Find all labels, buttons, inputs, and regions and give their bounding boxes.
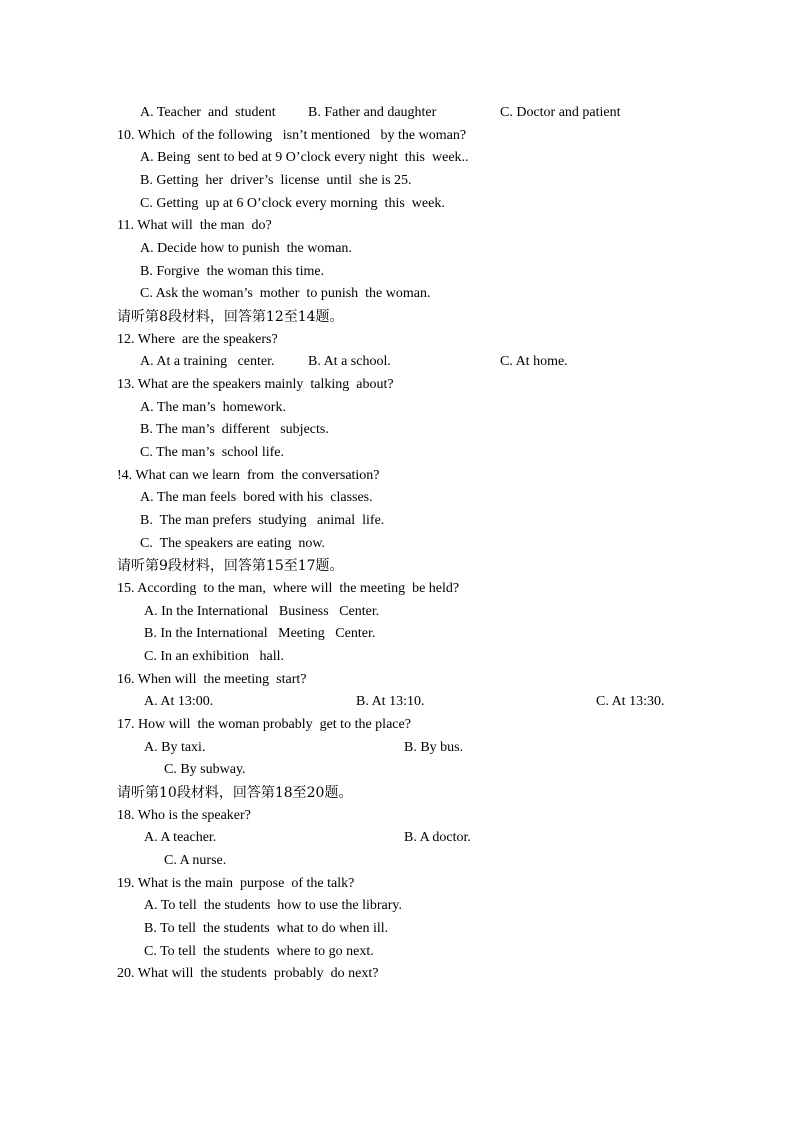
question-11: 11. What will the man do?: [117, 218, 272, 233]
option-b: B. Father and daughter: [308, 105, 437, 120]
question-17: 17. How will the woman probably get to the place?: [117, 717, 411, 732]
question-16-option-a: A. At 13:00.: [144, 694, 214, 709]
question-17-option-a: A. By taxi.: [144, 740, 206, 755]
question-19-option-c: C. To tell the students where to go next.: [144, 944, 374, 959]
question-14-option-c: C. The speakers are eating now.: [140, 536, 326, 551]
question-10: 10. Which of the following isn’t mentioned by the woman?: [117, 128, 467, 143]
question-14: !4. What can we learn from the conversation?: [117, 468, 380, 483]
question-12-option-b: B. At a school.: [308, 354, 391, 369]
question-18-option-c: C. A nurse.: [164, 853, 227, 868]
section-heading-10: 请听第10段材料，回答第18至20题。: [117, 785, 353, 801]
question-20: 20. What will the students probably do next?: [117, 966, 379, 981]
section-heading-9: 请听第9段材料，回答第15至17题。: [117, 558, 344, 574]
question-10-option-b: B. Getting her driver’s license until she is 25.: [140, 173, 412, 188]
question-19: 19. What is the main purpose of the talk?: [117, 876, 355, 891]
question-19-option-a: A. To tell the students how to use the library.: [144, 898, 402, 913]
section-heading-8: 请听第8段材料，回答第12至14题。: [117, 309, 344, 325]
question-11-option-a: A. Decide how to punish the woman.: [140, 241, 352, 256]
question-15: 15. According to the man, where will the meeting be held?: [117, 581, 460, 596]
question-12: 12. Where are the speakers?: [117, 332, 278, 347]
question-11-option-c: C. Ask the woman’s mother to punish the woman.: [140, 286, 431, 301]
question-16: 16. When will the meeting start?: [117, 672, 307, 687]
question-17-option-b: B. By bus.: [404, 740, 464, 755]
question-11-option-b: B. Forgive the woman this time.: [140, 264, 325, 279]
question-12-option-c: C. At home.: [500, 354, 568, 369]
question-14-option-b: B. The man prefers studying animal life.: [140, 513, 385, 528]
question-13: 13. What are the speakers mainly talking about?: [117, 377, 394, 392]
question-15-option-c: C. In an exhibition hall.: [144, 649, 284, 664]
question-16-option-c: C. At 13:30.: [596, 694, 665, 709]
question-13-option-a: A. The man’s homework.: [140, 400, 286, 415]
question-15-option-a: A. In the International Business Center.: [144, 604, 380, 619]
question-16-option-b: B. At 13:10.: [356, 694, 425, 709]
question-13-option-c: C. The man’s school life.: [140, 445, 284, 460]
question-15-option-b: B. In the International Meeting Center.: [144, 626, 376, 641]
question-14-option-a: A. The man feels bored with his classes.: [140, 490, 373, 505]
question-18-option-a: A. A teacher.: [144, 830, 217, 845]
option-c: C. Doctor and patient: [500, 105, 621, 120]
question-19-option-b: B. To tell the students what to do when ill.: [144, 921, 389, 936]
option-a: A. Teacher and student: [140, 105, 276, 120]
question-18: 18. Who is the speaker?: [117, 808, 251, 823]
question-10-option-a: A. Being sent to bed at 9 O’clock every night this week..: [140, 150, 469, 165]
question-13-option-b: B. The man’s different subjects.: [140, 422, 329, 437]
question-18-option-b: B. A doctor.: [404, 830, 471, 845]
question-17-option-c: C. By subway.: [164, 762, 246, 777]
question-10-option-c: C. Getting up at 6 O’clock every morning this week.: [140, 196, 445, 211]
question-12-option-a: A. At a training center.: [140, 354, 275, 369]
